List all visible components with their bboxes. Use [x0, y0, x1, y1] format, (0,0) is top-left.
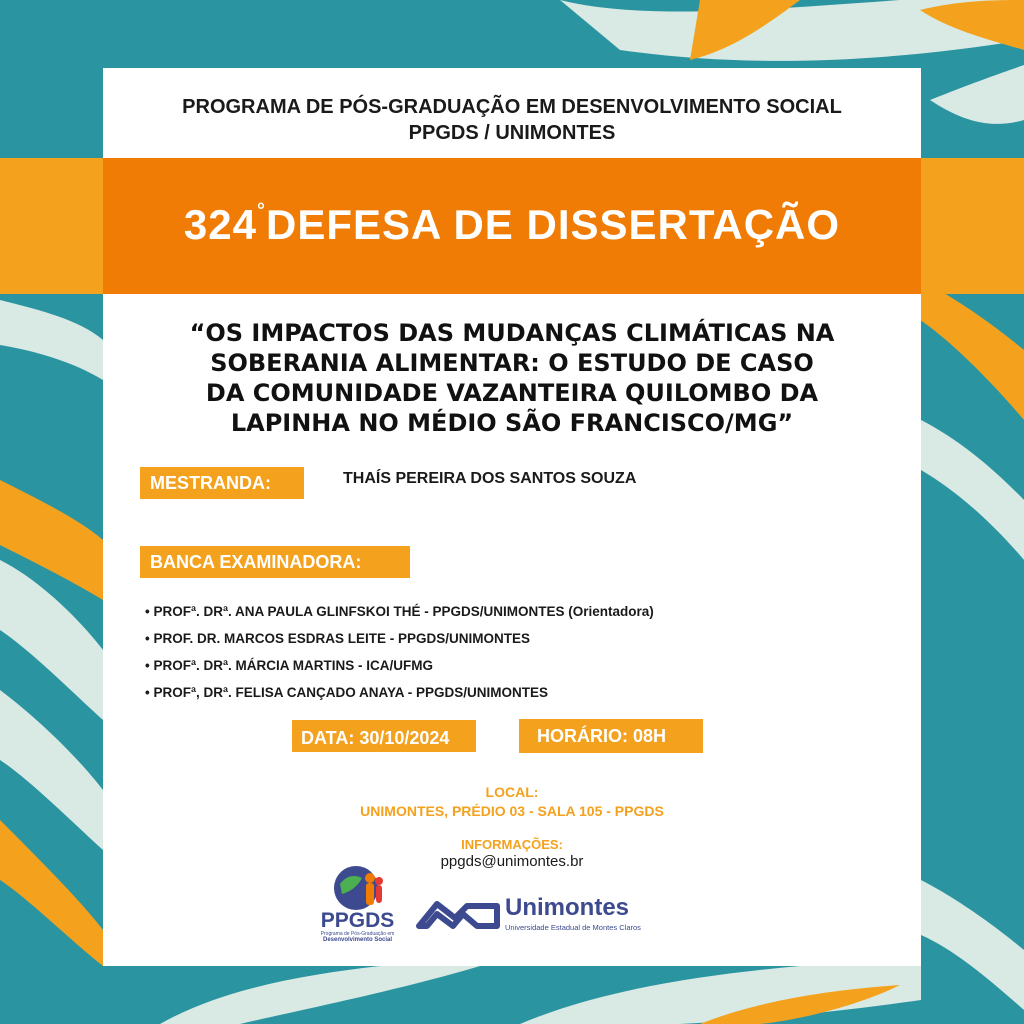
thesis-title [140, 318, 884, 438]
ppgds-emblem-icon [332, 864, 386, 912]
contact-email[interactable]: ppgds@unimontes.br [440, 853, 584, 870]
ppgds-logo-text: PPGDS [320, 909, 395, 932]
committee-member: • PROFª, DRª. FELISA CANÇADO ANAYA - PPGDS/UNIMONTES [145, 679, 845, 706]
thesis-line: “OS IMPACTOS DAS MUDANÇAS CLIMÁTICAS NA [189, 319, 835, 347]
unimontes-logo [415, 892, 650, 942]
thesis-line: DA COMUNIDADE VAZANTEIRA QUILOMBO DA [205, 379, 819, 407]
location-label: LOCAL: [485, 784, 539, 800]
unimontes-emblem-icon [415, 896, 501, 934]
committee-label: BANCA EXAMINADORA: [140, 546, 410, 578]
committee-member: • PROFª. DRª. ANA PAULA GLINFSKOI THÉ - PPGDS/UNIMONTES (Orientadora) [145, 598, 845, 625]
defense-number: 324 [183, 201, 257, 248]
info-label: INFORMAÇÕES: [461, 837, 563, 852]
student-name: THAÍS PEREIRA DOS SANTOS SOUZA [343, 470, 637, 487]
program-name: PROGRAMA DE PÓS-GRADUAÇÃO EM DESENVOLVIMENTO SOCIAL [182, 96, 842, 118]
degree-symbol: ° [257, 200, 266, 222]
program-header [103, 94, 921, 146]
defense-title [0, 200, 1024, 249]
logos-row [310, 862, 650, 952]
thesis-line: SOBERANIA ALIMENTAR: O ESTUDO DE CASO [210, 349, 814, 377]
ppgds-logo [310, 862, 405, 950]
unimontes-logo-sub: Universidade Estadual de Montes Claros [505, 923, 641, 932]
defense-label: DEFESA DE DISSERTAÇÃO [266, 201, 841, 248]
location-value: UNIMONTES, PRÉDIO 03 - SALA 105 - PPGDS [360, 803, 664, 819]
committee-member: • PROFª. DRª. MÁRCIA MARTINS - ICA/UFMG [145, 652, 845, 679]
ppgds-logo-sub1: Programa de Pós-Graduação em [320, 931, 395, 937]
ppgds-logo-sub2: Desenvolvimento Social [322, 937, 393, 943]
committee-list [145, 598, 845, 706]
time-badge: HORÁRIO: 08H [519, 719, 703, 753]
committee-member: • PROF. DR. MARCOS ESDRAS LEITE - PPGDS/UNIMONTES [145, 625, 845, 652]
program-acronym: PPGDS / UNIMONTES [408, 122, 616, 144]
date-badge: DATA: 30/10/2024 [292, 720, 476, 752]
student-label: MESTRANDA: [140, 467, 304, 499]
unimontes-logo-text: Unimontes [505, 894, 630, 921]
thesis-line: LAPINHA NO MÉDIO SÃO FRANCISCO/MG” [230, 409, 794, 437]
title-banner [0, 158, 1024, 294]
